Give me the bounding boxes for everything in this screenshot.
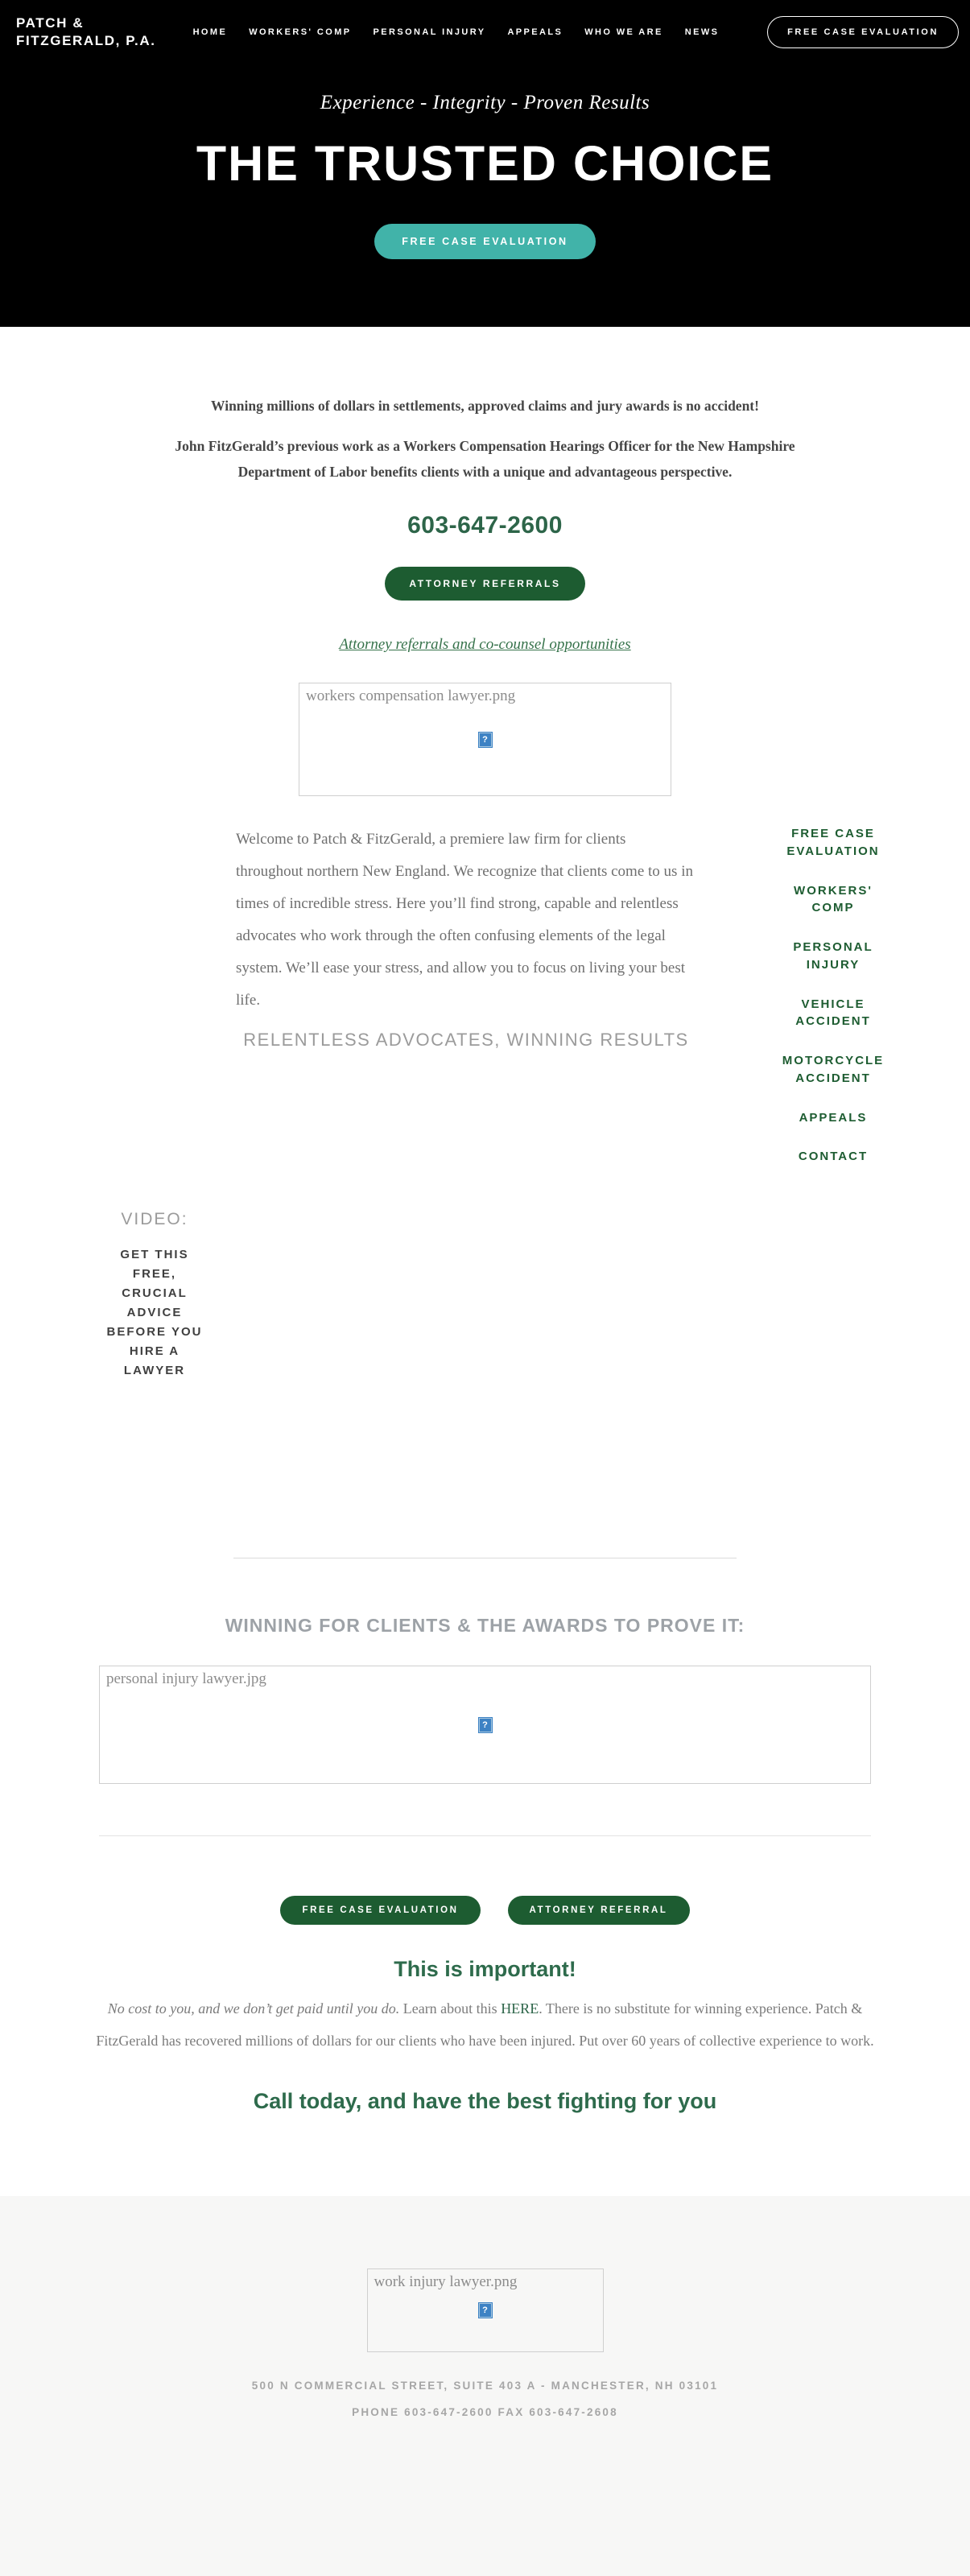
footer-address: 500 N COMMERCIAL STREET, SUITE 403 A - MANCHESTER, NH 03101 [251,2380,719,2392]
sidebar [696,824,970,1187]
phone-number[interactable]: 603-647-2600 [407,512,563,539]
footer-phone-fax: PHONE 603-647-2600 FAX 603-647-2608 [352,2406,618,2419]
broken-image-workers-compensation-lawyer [299,683,671,796]
video-section [99,1210,210,1381]
nav-item-who-we-are[interactable]: WHO WE ARE [584,27,663,38]
broken-image-alt-text: workers compensation lawyer.png [306,687,516,705]
video-caption: GET THIS FREE, CRUCIAL ADVICE BEFORE YOU HIRE A LAWYER [106,1248,203,1378]
attorney-referral-link[interactable]: Attorney referrals and co-counsel opportunities [339,636,631,654]
sidebar-item-vehicle-accident[interactable]: VEHICLE ACCIDENT [795,997,871,1029]
sidebar-item-personal-injury[interactable]: PERSONAL INJURY [793,940,873,972]
intro-line-2: John FitzGerald’s previous work as a Workers Compensation Hearings Officer for the New Hampshire Department of Labor benefits clients with a unique and advantageous perspective. [175,438,795,480]
broken-image-icon: ? [479,733,492,747]
intro-line-1: Winning millions of dollars in settlements, approved claims and jury awards is no accident! [211,398,759,415]
welcome-paragraph: Welcome to Patch & FitzGerald, a premiere law firm for clients throughout northern New England. We recognize that clients come to us in times of incredible stress. Here you’ll find strong, capable and relentless advocates who work through the often confusing elements of the legal system. We’ll ease your stress, and allow you to focus on living your best life. [236,831,693,1009]
broken-image-alt-text: work injury lawyer.png [374,2273,518,2291]
nav-item-appeals[interactable]: APPEALS [507,27,563,38]
hero-title: THE TRUSTED CHOICE [196,136,774,192]
learn-about-text: Learn about this [399,2000,502,2017]
awards-heading: WINNING FOR CLIENTS & THE AWARDS TO PROVE IT: [225,1615,745,1637]
sidebar-item-appeals[interactable]: APPEALS [799,1110,868,1125]
call-today-heading: Call today, and have the best fighting for you [253,2089,717,2114]
attorney-referrals-row [0,567,970,601]
hero [0,92,970,259]
logo-line-1: PATCH & [16,15,85,31]
hero-tagline: Experience - Integrity - Proven Results [320,92,650,114]
header-hero-section [0,0,970,327]
broken-image-alt-text: personal injury lawyer.jpg [106,1670,266,1688]
nav-item-news[interactable]: NEWS [684,27,720,38]
welcome-section [0,824,970,1187]
sidebar-item-free-case-evaluation[interactable]: FREE CASE EVALUATION [786,827,880,858]
video-label: VIDEO: [121,1210,188,1229]
nav-item-workers-comp[interactable]: WORKERS' COMP [249,27,352,38]
nav-item-personal-injury[interactable]: PERSONAL INJURY [373,27,486,38]
broken-image-work-injury-lawyer [367,2268,604,2352]
main-nav [193,27,720,37]
broken-image-icon: ? [479,1718,492,1732]
important-paragraph [91,1993,880,2057]
no-cost-italic-text: No cost to you, and we don’t get paid until you do. [107,2000,400,2017]
video-embed-area [0,1381,970,1558]
header-free-case-evaluation-button[interactable]: FREE CASE EVALUATION [767,16,959,48]
important-heading: This is important! [394,1957,576,1982]
here-link[interactable]: HERE [501,2000,539,2017]
sidebar-item-workers-comp[interactable]: WORKERS' COMP [794,883,873,915]
nav-item-home[interactable]: HOME [192,27,228,38]
free-case-evaluation-button[interactable]: FREE CASE EVALUATION [280,1896,480,1925]
attorney-referrals-button[interactable]: ATTORNEY REFERRALS [385,567,584,601]
section-divider [99,1835,871,1836]
hero-free-case-evaluation-button[interactable]: FREE CASE EVALUATION [374,224,595,259]
top-navigation-bar [0,0,970,55]
attorney-referral-button[interactable]: ATTORNEY REFERRAL [508,1896,690,1925]
sidebar-item-motorcycle-accident[interactable]: MOTORCYCLE ACCIDENT [782,1054,885,1085]
sidebar-item-contact[interactable]: CONTACT [798,1150,869,1164]
intro-section [0,398,970,485]
left-spacer [0,824,236,1187]
footer [0,2196,970,2576]
broken-image-personal-injury-lawyer [99,1666,871,1784]
referral-link-row [0,636,970,654]
cta-button-row [0,1896,970,1925]
experience-text: . There is no substitute for winning experience. Patch & FitzGerald has recovered millions of dollars for our clients who have been injured. Put over 60 years of collective experience to work. [96,2000,874,2049]
logo-line-2: FITZGERALD, P.A. [16,33,156,49]
sidebar-links [772,825,894,1187]
welcome-column [236,824,696,1187]
relentless-tagline: RELENTLESS ADVOCATES, WINNING RESULTS [243,1030,689,1051]
broken-image-icon: ? [479,2303,492,2318]
site-logo[interactable] [16,14,156,50]
